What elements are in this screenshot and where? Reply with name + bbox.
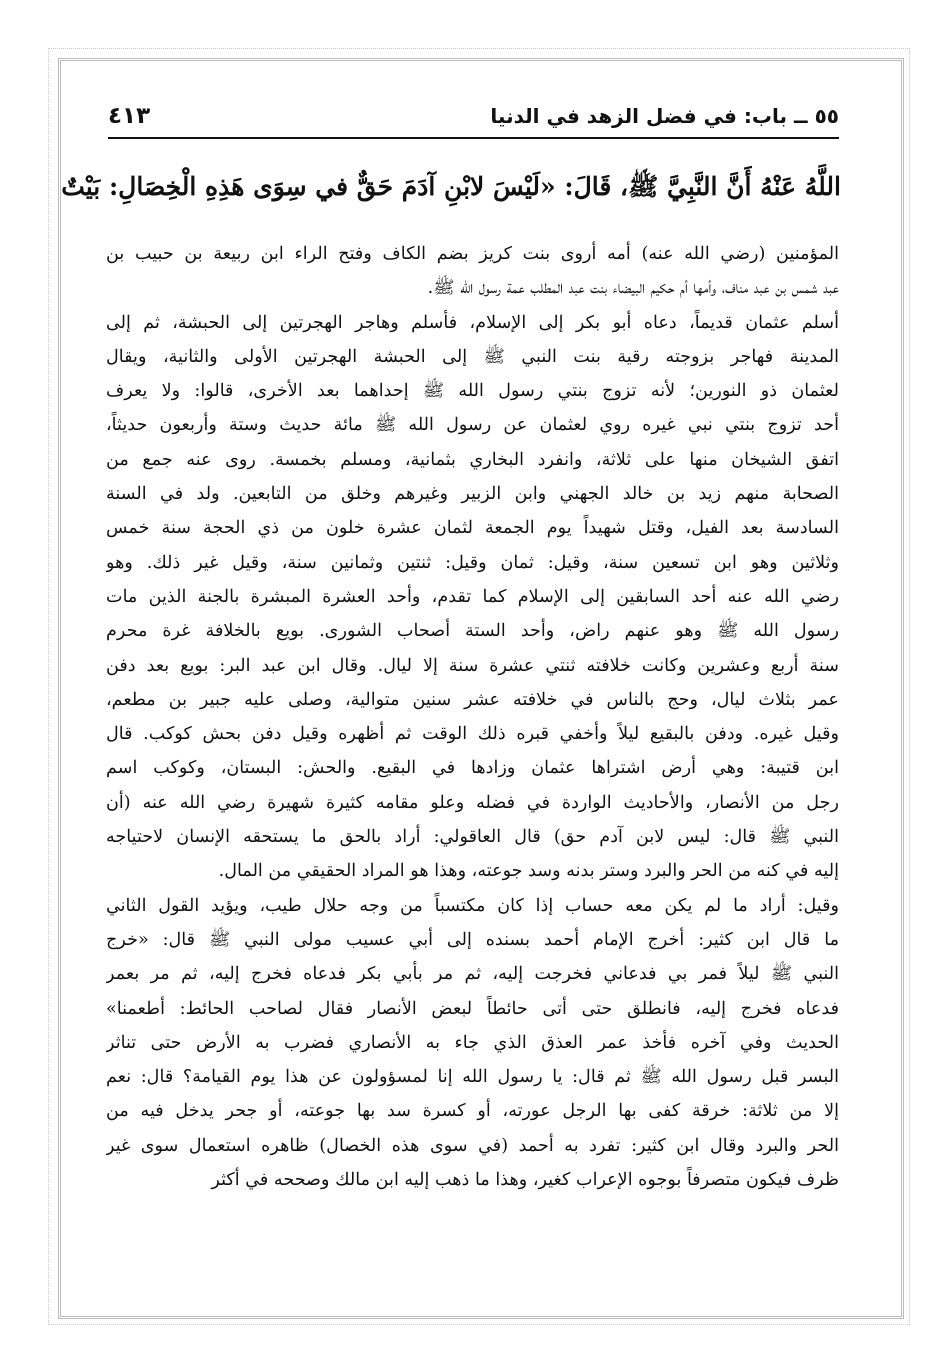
commentary-line: أحد تزوج بنتي نبي غيره روي لعثمان عن رسول الله ﷺ مائة حديث وستة وأربعون حديثاً،: [106, 415, 839, 436]
commentary-line: النبي ﷺ ليلاً فمر بي فدعاني فخرجت إليه، ثم مر بأبي بكر فدعاه فخرج إليه، ثم مر بعمر: [106, 964, 839, 985]
commentary-line: ابن قتيبة: وهي أرض اشتراها عثمان وزادها في البقيع. والحش: البستان، وكوكب اسم: [106, 758, 839, 779]
commentary-line: رضي الله عنه أحد السابقين إلى الإسلام كما تقدم، وأحد العشرة المبشرة بالجنة الذين مات: [106, 586, 839, 607]
commentary-text: [106, 237, 839, 1197]
commentary-line: المؤمنين (رضي الله عنه) أمه أروى بنت كريز بضم الكاف وفتح الراء ابن ربيعة بن حبيب بن: [106, 244, 839, 264]
commentary-line: أسلم عثمان قديماً، دعاه أبو بكر إلى الإسلام، فأسلم وهاجر الهجرتين إلى الحبشة، ثم إلى: [106, 312, 839, 333]
commentary-line: عبد شمس بن عبد مناف، وأمها أم حكيم البيضاء بنت عبد المطلب عمة رسول الله ﷺ.: [427, 278, 839, 299]
commentary-line: عمر بثلاث ليال، وحج بالناس في خلافته عشر سنين متوالية، وصلى عليه جبير بن مطعم،: [106, 689, 839, 710]
page-header: [108, 96, 839, 136]
header-rule: [108, 137, 839, 139]
commentary-line: وقيل: أراد ما لم يكن معه حساب إذا كان مكتسباً من وجه حلال طيب، ويؤيد القول الثاني: [106, 895, 839, 916]
hadith-text: اللَّهُ عَنْهُ أَنَّ النَّبِيَّ ﷺ، قَالَ: «لَيْسَ لابْنِ آدَمَ حَقٌّ في سِوَى هَذِهِ الْخِصَالِ: بَيْتٌ: [61, 172, 841, 201]
commentary-line: رسول الله ﷺ وهو عنهم راض، وأحد الستة أصحاب الشورى. بويع بالخلافة غرة محرم: [106, 621, 839, 642]
commentary-line: وقيل غيره. ودفن بالبقيع ليلاً وأخفي قبره ذلك الوقت ثم أظهره وقيل دفن بحش كوكب. قال: [106, 724, 839, 745]
commentary-line: الحديث وفي آخره فأخذ عمر العذق الذي جاء به الأنصاري فضرب به الأرض حتى تناثر: [106, 1032, 839, 1053]
commentary-line: ظرف فيكون متصرفاً بوجوه الإعراب كغير، وهذا ما ذهب إليه ابن مالك وصححه في أكثر: [211, 1170, 839, 1191]
commentary-line: الصحابة منهم زيد بن خالد الجهني وابن الزبير وغيرهم وخلق من التابعين. ولد في السنة: [106, 484, 839, 505]
commentary-line: فدعاه فخرج إليه، فانطلق حتى أتى حائطاً لبعض الأنصار فقال لصاحب الحائط: أطعمنا»: [106, 998, 839, 1019]
commentary-line: البسر قبل رسول الله ﷺ ثم قال: يا رسول الله إنا لمسؤولون عن هذا يوم القيامة؟ قال: نعم: [106, 1067, 839, 1088]
commentary-line: الحر والبرد وقال ابن كثير: تفرد به أحمد (في سوى هذه الخصال) ظاهره استعمال سوى غير: [106, 1135, 839, 1156]
commentary-line: المدينة فهاجر بزوجته رقية بنت النبي ﷺ إلى الحبشة الهجرتين الأولى والثانية، ويقال: [106, 346, 839, 367]
commentary-line: لعثمان ذو النورين؛ لأنه تزوج بنتي رسول الله ﷺ إحداهما بعد الأخرى، قالوا: ولا يعرف: [106, 381, 839, 402]
commentary-line: السادسة بعد الفيل، وقتل شهيداً يوم الجمعة لثمان عشرة خلون من ذي الحجة سنة خمس: [106, 518, 839, 539]
chapter-title: ٥٥ ــ باب: في فضل الزهد في الدنيا: [490, 104, 839, 128]
commentary-line: النبي ﷺ قال: ليس لابن آدم حق) قال العاقولي: أراد بالحق ما يستحقه الإنسان لاحتياجه: [106, 827, 839, 848]
commentary-line: إليه في كنه من الحر والبرد وستر بدنه وسد جوعته، وهذا هو المراد الحقيقي من المال.: [218, 861, 839, 882]
commentary-line: إلا من ثلاثة: خرقة كفى بها الرجل عورته، أو كسرة سد بها جوعته، أو جحر يدخل فيه من: [106, 1101, 839, 1122]
commentary-line: اتفق الشيخان منها على ثلاثة، وانفرد البخاري بثمانية، ومسلم بخمسة. روى عنه جمع من: [106, 449, 839, 470]
commentary-line: ما قال ابن كثير: أخرج الإمام أحمد بسنده إلى أبي عسيب مولى النبي ﷺ قال: «خرج: [106, 929, 839, 950]
commentary-line: سنة أربع وعشرين وكانت خلافته ثنتي عشرة سنة إلا ليال. وقال ابن عبد البر: بويع بعد دفن: [106, 655, 839, 676]
commentary-line: رجل من الأنصار، والأحاديث الواردة في فضله وعلو مقامه كثيرة شهيرة رضي الله عنه (أن: [106, 792, 839, 813]
commentary-line: وثلاثين وهو ابن تسعين سنة، وقيل: ثمان وقيل: ثنتين وثمانين سنة، وقيل غير ذلك. وهو: [106, 552, 839, 573]
page-number: ٤١٣: [108, 103, 151, 129]
